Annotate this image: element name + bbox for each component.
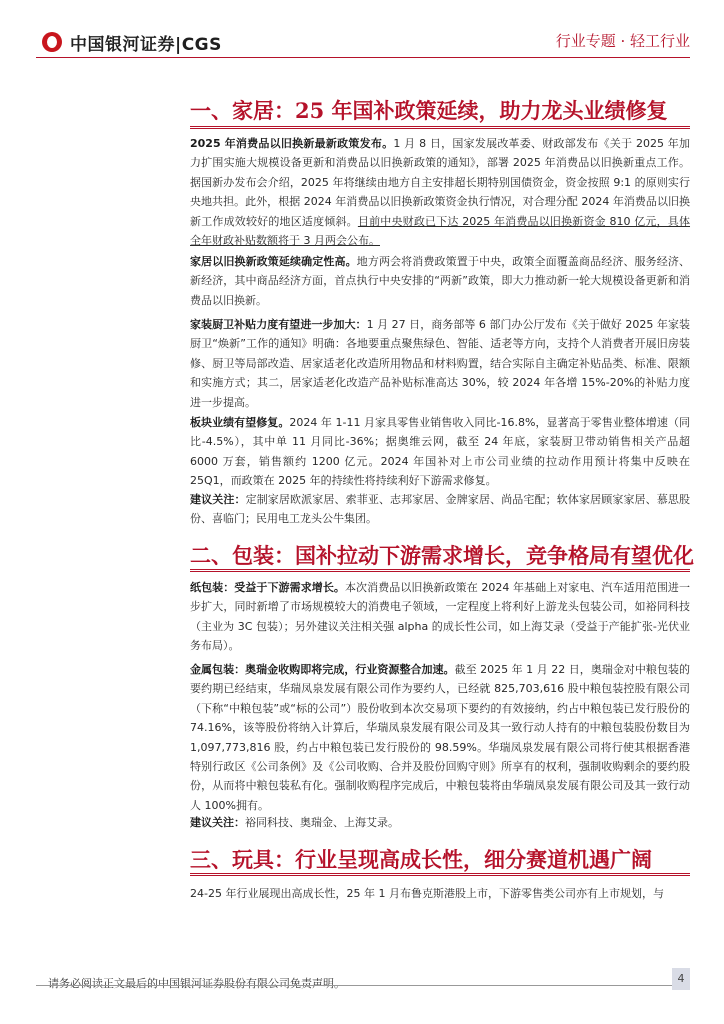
paragraph (190, 813, 690, 832)
company-logo-text: 中国银河证券|CGS (70, 35, 222, 55)
header-divider (36, 57, 690, 58)
section-title: 三、玩具：行业呈现高成长性，细分赛道机遇广阔 (190, 847, 652, 872)
company-logo-icon (42, 32, 62, 52)
paragraph-body: 1 月 8 日，国家发展改革委、财政部发布《关于 2025 年加力扩围实施大规模设备更新和消费品以旧换新政策的通知》，部署 2025 年消费品以旧换新重点工作。据国新办发布会介绍，2025 年将继续由地方自主安排超长期特别国债资金，资金按照 9:1 的原则实行央地共担。此外，根据 2024 年消费品以旧换新政策资金执行情况，对合理分配 2024 年消费品以旧换新工作成效较好的地区适度倾斜。 (190, 137, 690, 228)
paragraph-lead: 金属包装：奥瑞金收购即将完成，行业资源整合加速。 (190, 663, 455, 676)
paragraph-lead: 建议关注： (190, 816, 245, 829)
paragraph-body: 定制家居欧派家居、索菲亚、志邦家居、金牌家居、尚品宅配；软体家居顾家家居、慕思股份、喜临门；民用电工龙头公牛集团。 (190, 493, 691, 526)
paragraph (190, 578, 690, 656)
paragraph-body: 24-25 年行业展现出高成长性，25 年 1 月布鲁克斯港股上市，下游零售类公司亦有上市规划，与 (190, 887, 664, 900)
paragraph-lead: 家居以旧换新政策延续确定性高。 (190, 255, 357, 268)
paragraph-body: 地方两会将消费政策置于中央，政策全面覆盖商品经济、服务经济、新经济，其中商品经济方面，首点执行中央安排的“两新”政策，即大力推动新一轮大规模设备更新和消费品以旧换新。 (190, 255, 691, 307)
paragraph-body: 裕同科技、奥瑞金、上海艾录。 (245, 816, 399, 829)
section-title-underline (190, 569, 690, 572)
paragraph-lead: 板块业绩有望修复。 (190, 416, 290, 429)
report-category: 行业专题 · 轻工行业 (555, 32, 690, 50)
paragraph (190, 252, 690, 310)
paragraph (190, 660, 690, 815)
page-number: 4 (672, 968, 690, 990)
section-title-underline (190, 126, 690, 129)
section-title: 二、包装：国补拉动下游需求增长，竞争格局有望优化 (190, 543, 694, 568)
section-title-underline (190, 873, 690, 876)
paragraph-body: 1 月 27 日，商务部等 6 部门办公厅发布《关于做好 2025 年家装厨卫“焕新”工作的通知》明确：各地要重点聚焦绿色、智能、适老等方向，支持个人消费者开展旧房装修、厨卫等局部改造、居家适老化改造所用物品和材料购置，结合实际自主确定补贴品类、标准、限额和实施方式；其二，居家适老化改造产品补贴标准高达 30%，较 2024 年各增 15%-20%的补贴力度进一步提高。 (190, 318, 690, 409)
paragraph-highlight: 目前中央财政已下达 2025 年消费品以旧换新资金 810 亿元，具体全年财政补贴数额将于 3 月两会公布。 (190, 214, 691, 248)
footer-disclaimer: 请务必阅读正文最后的中国银河证券股份有限公司免责声明。 (48, 977, 345, 990)
paragraph (190, 884, 690, 904)
paragraph (190, 134, 690, 250)
footer-divider (36, 985, 690, 986)
paragraph (190, 490, 690, 529)
section-title: 一、家居：25 年国补政策延续，助力龙头业绩修复 (190, 98, 668, 123)
paragraph-body: 2024 年 1-11 月家具零售业销售收入同比-16.8%，显著高于零售业整体增速（同比-4.5%），其中单 11 月同比-36%；据奥维云网，截至 24 年底，家装厨卫带动销售相关产品超 6000 万套，销售额约 1200 亿元。2024 年国补对上市公司业绩的拉动作用预计将集中反映在 25Q1，而政策在 2025 年的持续性将持续利好下游需求修复。 (190, 416, 690, 488)
paragraph-lead: 纸包装：受益于下游需求增长。 (190, 581, 345, 594)
paragraph-lead: 2025 年消费品以旧换新最新政策发布。 (190, 137, 394, 150)
paragraph (190, 413, 690, 491)
paragraph-body: 本次消费品以旧换新政策在 2024 年基础上对家电、汽车适用范围进一步扩大，同时新增了市场规模较大的消费电子领域，一定程度上将利好上游龙头包装公司，如裕同科技（主业为 3C 包装）；另外建议关注相关强 alpha 的成长性公司，如上海艾录（受益于产能扩张-光伏业务布局）。 (190, 581, 690, 653)
paragraph-lead: 建议关注： (190, 493, 246, 506)
paragraph (190, 315, 690, 412)
paragraph-lead: 家装厨卫补贴力度有望进一步加大： (190, 318, 367, 331)
paragraph-body: 截至 2025 年 1 月 22 日，奥瑞金对中粮包装的要约期已经结束，华瑞凤泉发展有限公司作为要约人，已经就 825,703,616 股中粮包装控股有限公司（下称“中粮包装”或“标的公司”）股份收到本次交易项下要约的有效接纳，约占中粮包装已发行股份的 74.16%，该等股份将纳入计算后，华瑞凤泉发展有限公司及其一致行动人持有的中粮包装股份数目为 1,097,773,816 股，约占中粮包装已发行股份的 98.59%。华瑞凤泉发展有限公司将行使其根据香港特别行政区《公司条例》及《公司收购、合并及股份回购守则》所享有的权利，强制收购剩余的要约股份，从而将中粮包装私有化。强制收购程序完成后，中粮包装将由华瑞凤泉发展有限公司及其一致行动人 100%拥有。 (190, 663, 690, 812)
